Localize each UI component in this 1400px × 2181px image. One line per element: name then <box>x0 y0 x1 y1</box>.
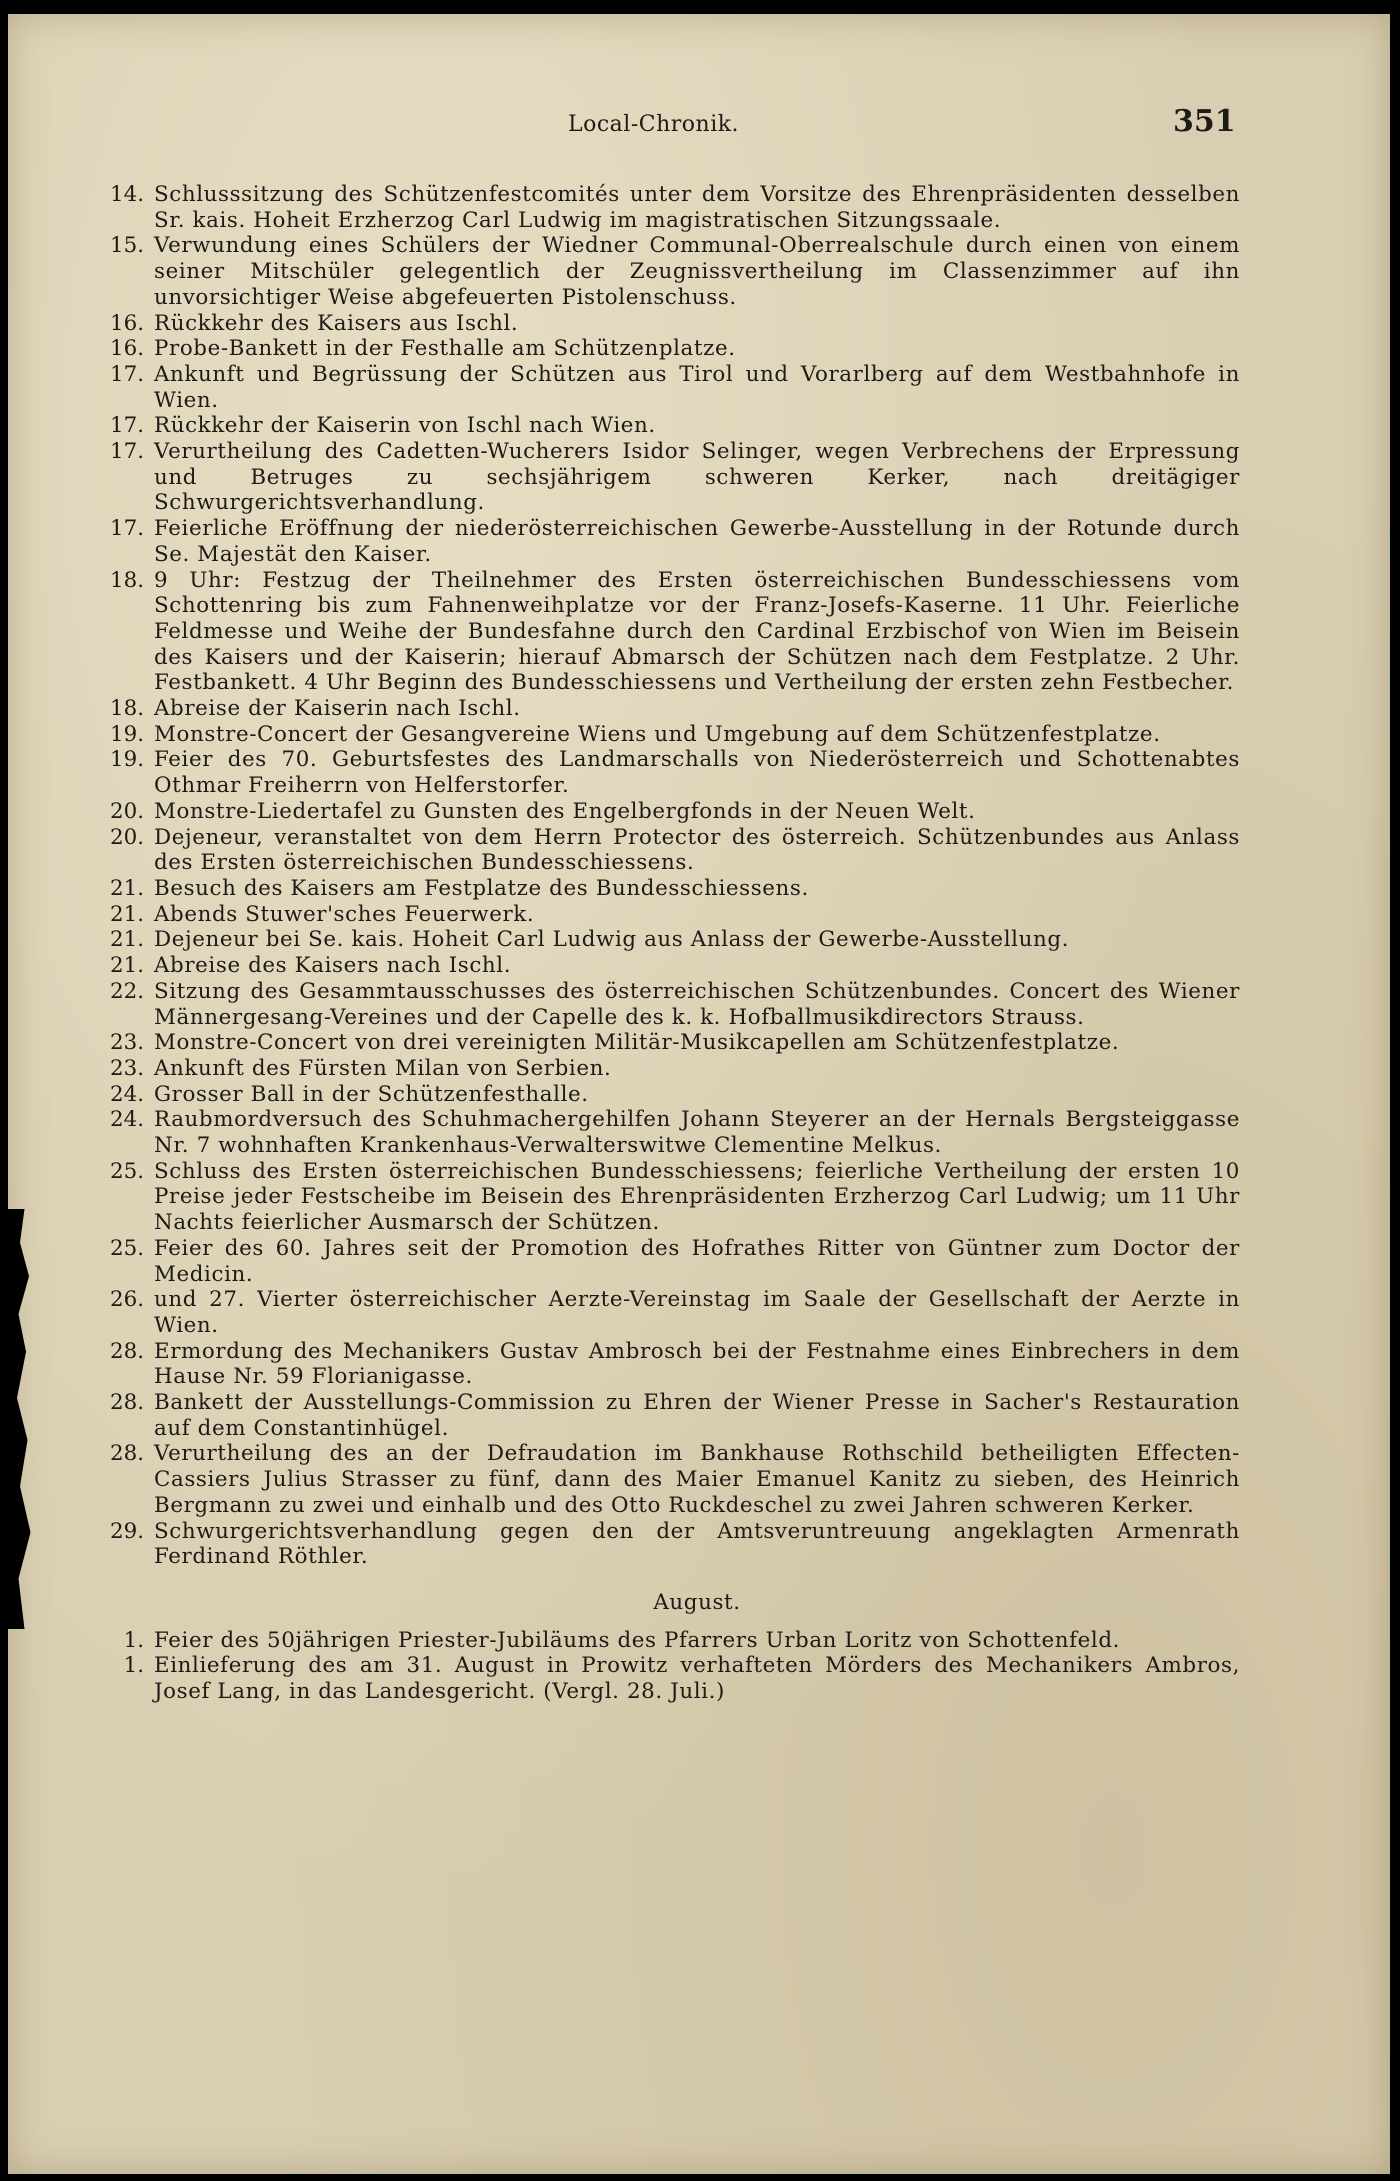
chronicle-entry <box>100 953 1240 979</box>
torn-page-edge <box>8 1209 38 1629</box>
chronicle-entries <box>100 182 1240 1705</box>
chronicle-entry <box>100 825 1240 876</box>
entry-text: Feier des 70. Geburtsfestes des Landmarschalls von Niederösterreich und Schottenabtes Othmar Freiherrn von Helferstorfer. <box>154 747 1240 799</box>
chronicle-entry <box>100 568 1240 697</box>
entry-day: 20. <box>109 798 144 824</box>
entry-day: 19. <box>109 747 144 773</box>
entry-day: 28. <box>109 1390 144 1416</box>
entry-day: 1. <box>123 1653 144 1679</box>
running-title: Local-Chronik. <box>568 112 740 137</box>
entry-text: Einlieferung des am 31. August in Prowitz verhafteten Mörders des Mechanikers Ambros, Josef Lang, in das Landesgericht. (Vergl. 28. Juli.) <box>154 1653 1240 1705</box>
entry-day: 26. <box>109 1287 144 1313</box>
chronicle-entry <box>100 1107 1240 1158</box>
entry-day: 16. <box>109 310 144 336</box>
chronicle-entry <box>100 876 1240 902</box>
chronicle-entry <box>100 1519 1240 1570</box>
entry-day: 21. <box>109 875 144 901</box>
chronicle-entry <box>100 1441 1240 1518</box>
entry-day: 18. <box>109 696 144 722</box>
entry-text: Verurtheilung des Cadetten-Wucherers Isidor Selinger, wegen Verbrechens der Erpressung und Betruges zu sechsjährigem schweren Kerker, nach dreitägiger Schwurgerichtsverhandlung. <box>154 439 1240 516</box>
entry-text: Besuch des Kaisers am Festplatze des Bundesschiessens. <box>154 875 809 901</box>
chronicle-entry <box>100 362 1240 413</box>
chronicle-entry <box>100 696 1240 722</box>
entry-day: 23. <box>109 1055 144 1081</box>
entry-text: Ermordung des Mechanikers Gustav Ambrosch bei der Festnahme eines Einbrechers in dem Hause Nr. 59 Florianigasse. <box>154 1338 1240 1390</box>
entry-day: 25. <box>109 1235 144 1261</box>
entry-text: Ankunft des Fürsten Milan von Serbien. <box>154 1055 612 1081</box>
entry-text: Probe-Bankett in der Festhalle am Schützenplatze. <box>154 336 736 362</box>
entry-text: Feier des 60. Jahres seit der Promotion des Hofrathes Ritter von Güntner zum Doctor der Medicin. <box>154 1235 1240 1287</box>
entry-day: 25. <box>109 1158 144 1184</box>
page-header <box>8 104 1390 144</box>
entry-day: 29. <box>109 1518 144 1544</box>
chronicle-entry <box>100 336 1240 362</box>
entry-text: Bankett der Ausstellungs-Commission zu Ehren der Wiener Presse in Sacher's Restauration auf dem Constantinhügel. <box>154 1390 1240 1441</box>
entry-day: 28. <box>109 1338 144 1364</box>
entry-text: Rückkehr des Kaisers aus Ischl. <box>154 310 519 336</box>
entry-day: 24. <box>109 1107 144 1133</box>
chronicle-entry <box>100 1082 1240 1108</box>
entry-text: Ankunft und Begrüssung der Schützen aus Tirol und Vorarlberg auf dem Westbahnhofe in Wien. <box>154 361 1240 413</box>
entry-day: 17. <box>109 361 144 387</box>
entry-text: Verwundung eines Schülers der Wiedner Communal-Oberrealschule durch einen von einem seiner Mitschüler gelegentlich der Zeugnissvertheilung im Classenzimmer auf ihn unvorsichtiger Weise abgefeuerten Pistolenschuss. <box>154 233 1240 310</box>
chronicle-entry <box>100 1628 1240 1654</box>
entry-day: 20. <box>109 824 144 850</box>
chronicle-entry <box>100 233 1240 310</box>
entry-text: 9 Uhr: Festzug der Theilnehmer des Ersten österreichischen Bundesschiessens vom Schottenring bis zum Fahnenweihplatze vor der Franz-Josefs-Kaserne. 11 Uhr. Feierliche Feldmesse und Weihe der Bundesfahne durch den Cardinal Erzbischof von Wien im Beisein des Kaisers und der Kaiserin; hierauf Abmarsch der Schützen nach dem Festplatze. 2 Uhr. Festbankett. 4 Uhr Beginn des Bundesschiessens und Vertheilung der ersten zehn Festbecher. <box>154 567 1240 696</box>
chronicle-entry <box>100 927 1240 953</box>
entry-day: 24. <box>109 1081 144 1107</box>
chronicle-entry <box>100 799 1240 825</box>
entry-day: 21. <box>109 953 144 979</box>
entry-day: 28. <box>109 1441 144 1467</box>
entry-text: Abreise des Kaisers nach Ischl. <box>154 953 512 979</box>
entry-text: Monstre-Concert von drei vereinigten Militär-Musikcapellen am Schützenfestplatze. <box>154 1030 1120 1056</box>
chronicle-entry <box>100 413 1240 439</box>
chronicle-entry <box>100 722 1240 748</box>
entry-text: Dejeneur bei Se. kais. Hoheit Carl Ludwig aus Anlass der Gewerbe-Ausstellung. <box>154 927 1070 953</box>
book-page <box>8 14 1390 2174</box>
chronicle-entry <box>100 1390 1240 1441</box>
chronicle-entry <box>100 747 1240 798</box>
entry-day: 21. <box>109 901 144 927</box>
entry-text: Schluss des Ersten österreichischen Bundesschiessens; feierliche Vertheilung der ersten 10 Preise jeder Festscheibe im Beisein des Ehrenpräsidenten Erzherzog Carl Ludwig; um 11 Uhr Nachts feierlicher Ausmarsch der Schützen. <box>154 1158 1240 1236</box>
chronicle-entry <box>100 1056 1240 1082</box>
chronicle-entry <box>100 439 1240 516</box>
page-number: 351 <box>1173 104 1236 139</box>
entry-day: 23. <box>109 1030 144 1056</box>
entry-day: 17. <box>109 516 144 542</box>
entry-text: und 27. Vierter österreichischer Aerzte-Vereinstag im Saale der Gesellschaft der Aerzte in Wien. <box>154 1287 1240 1338</box>
entry-day: 21. <box>109 927 144 953</box>
month-heading: August. <box>653 1589 741 1615</box>
chronicle-entry <box>100 1653 1240 1704</box>
entry-day: 22. <box>109 978 144 1004</box>
entry-text: Feierliche Eröffnung der niederösterreichischen Gewerbe-Ausstellung in der Rotunde durch Se. Majestät den Kaiser. <box>154 516 1240 567</box>
entry-text: Abends Stuwer'sches Feuerwerk. <box>154 901 535 927</box>
entry-text: Abreise der Kaiserin nach Ischl. <box>154 696 521 722</box>
entry-day: 15. <box>109 233 144 259</box>
entry-day: 1. <box>123 1627 144 1653</box>
entry-day: 19. <box>109 721 144 747</box>
chronicle-entry <box>100 1030 1240 1056</box>
chronicle-entry <box>100 902 1240 928</box>
entry-day: 18. <box>109 567 144 593</box>
entry-text: Raubmordversuch des Schuhmachergehilfen Johann Steyerer an der Hernals Bergsteiggasse Nr. 7 wohnhaften Krankenhaus-Verwalterswitwe Clementine Melkus. <box>154 1107 1240 1159</box>
entry-day: 14. <box>109 182 144 207</box>
entry-day: 16. <box>109 336 144 362</box>
entry-text: Monstre-Liedertafel zu Gunsten des Engelbergfonds in der Neuen Welt. <box>154 798 976 824</box>
entry-text: Grosser Ball in der Schützenfesthalle. <box>154 1081 589 1107</box>
chronicle-entry <box>100 1236 1240 1287</box>
entry-text: Feier des 50jährigen Priester-Jubiläums des Pfarrers Urban Loritz von Schottenfeld. <box>154 1627 1121 1653</box>
chronicle-entry <box>100 516 1240 567</box>
entry-text: Schlusssitzung des Schützenfestcomités unter dem Vorsitze des Ehrenpräsidenten desselben Sr. kais. Hoheit Erzherzog Carl Ludwig im magistratischen Sitzungssaale. <box>154 182 1240 233</box>
entry-text: Verurtheilung des an der Defraudation im Bankhause Rothschild betheiligten Effecten-Cassiers Julius Strasser zu fünf, dann des Maier Emanuel Kanitz zu sieben, des Heinrich Bergmann zu zwei und einhalb und des Otto Ruckdeschel zu zwei Jahren schweren Kerker. <box>154 1441 1240 1518</box>
chronicle-entry <box>100 1287 1240 1338</box>
entry-text: Dejeneur, veranstaltet von dem Herrn Protector des österreich. Schützenbundes aus Anlass des Ersten österreichischen Bundesschiessens. <box>154 824 1240 876</box>
entry-text: Rückkehr der Kaiserin von Ischl nach Wien. <box>154 413 656 439</box>
chronicle-entry <box>100 979 1240 1030</box>
entry-day: 17. <box>109 413 144 439</box>
chronicle-entry <box>100 1339 1240 1390</box>
chronicle-entry <box>100 1159 1240 1236</box>
entry-text: Schwurgerichtsverhandlung gegen den der Amtsveruntreuung angeklagten Armenrath Ferdinand Röthler. <box>154 1518 1240 1570</box>
entry-day: 17. <box>109 439 144 465</box>
entry-text: Monstre-Concert der Gesangvereine Wiens und Umgebung auf dem Schützenfestplatze. <box>154 721 1161 747</box>
chronicle-entry <box>100 311 1240 337</box>
entry-text: Sitzung des Gesammtausschusses des österreichischen Schützenbundes. Concert des Wiener Männergesang-Vereines und der Capelle des k. k. Hofballmusikdirectors Strauss. <box>154 978 1240 1030</box>
chronicle-entry <box>100 182 1240 233</box>
